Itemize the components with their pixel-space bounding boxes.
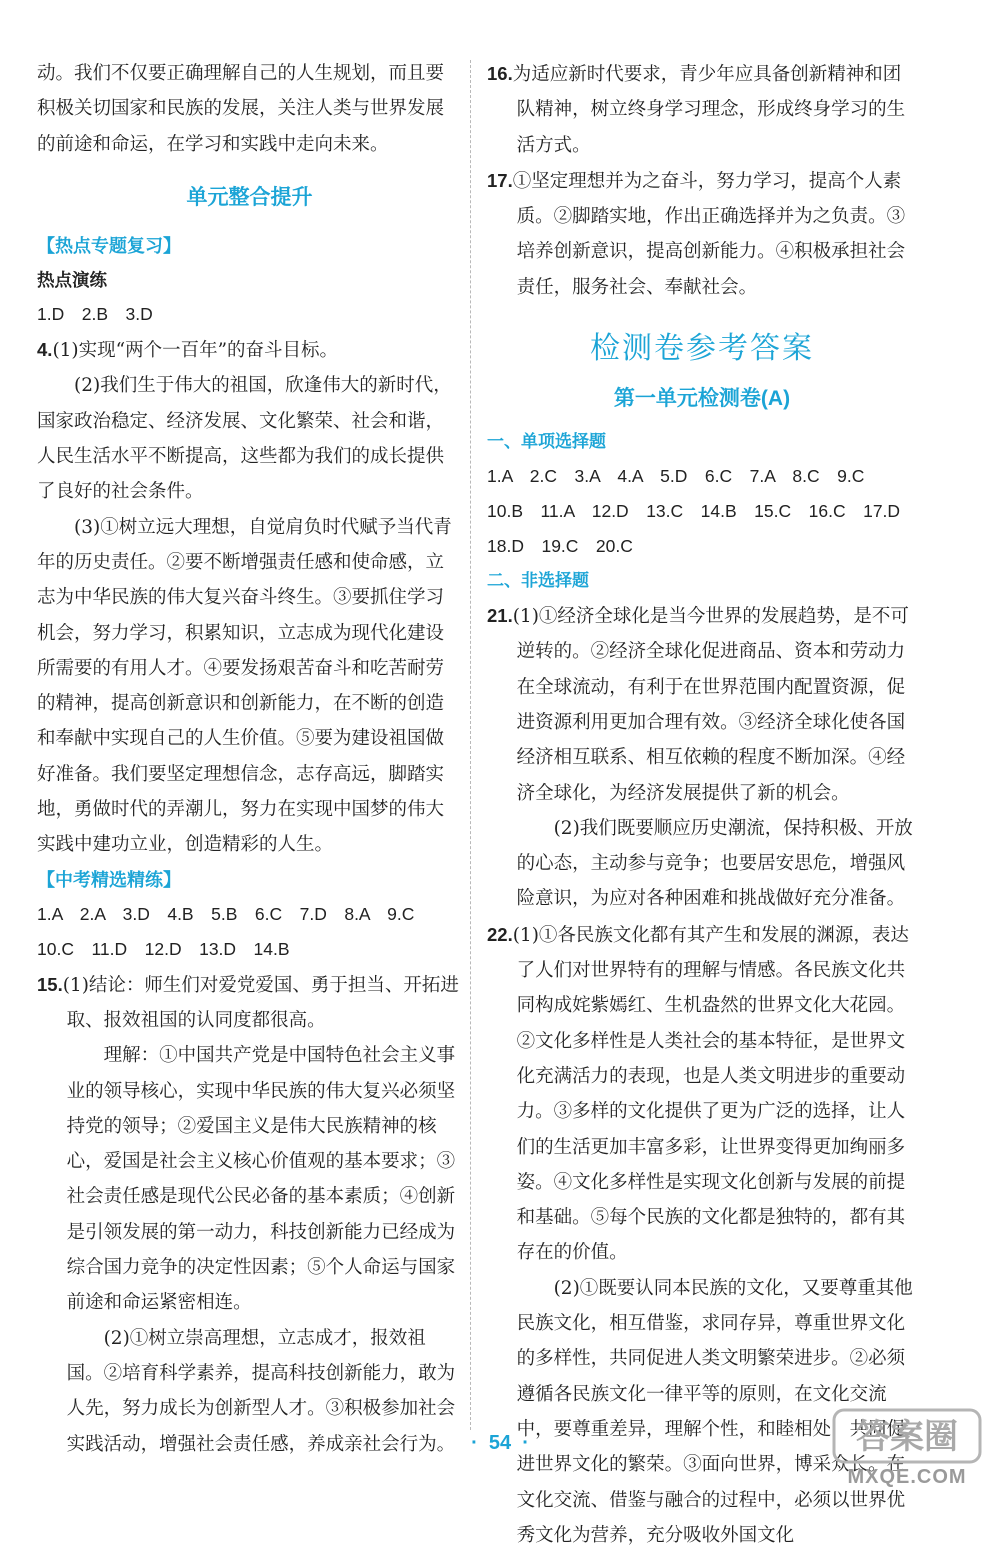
q4-part3: (3)①树立远大理想，自觉肩负时代赋予当代青年的历史责任。②要不断增强责任感和使命感，立志为中华民族的伟大复兴奋斗终生。③要抓住学习机会，努力学习，积累知识，立志成为现代化建设所需要的有用人才。④要发扬艰苦奋斗和吃苦耐劳的精神，提高创新意识和创新能力，在不断的创造和奉献中实现自己的人生价值。⑤要为建设祖国做好准备。我们要坚定理想信念，志存高远，脚踏实地，勇做时代的弄潮儿，努力在实现中国梦的伟大实践中建功立业，创造精彩的人生。 <box>37 516 452 856</box>
non-choice-heading: 二、非选择题 <box>487 571 589 591</box>
mc-answers-row3: 18.D 19.C 20.C <box>487 536 633 557</box>
q22-part1: 22.(1)①各民族文化都有其产生和发展的渊源，表达了人们对世界特有的理解与情感。各民族文化共同构成姹紫嫣红、生机盎然的世界文化大花园。②文化多样性是人类社会的基本特征，是世界文化充满活力的表现，也是人类文明进步的重要动力。③多样的文化提供了更为广泛的选择，让人们的生活更加丰富多彩，让世界变得更加绚丽多姿。④文化多样性是实现文化创新与发展的前提和基础。⑤每个民族的文化都是独特的，都有其存在的价值。 <box>487 923 909 1264</box>
watermark-url: MXQE.COM <box>847 1466 967 1488</box>
hot-practice-heading: 热点演练 <box>37 270 107 291</box>
page-dot-left: · <box>471 1432 489 1454</box>
q15-understanding: 理解：①中国共产党是中国特色社会主义事业的领导核心，实现中华民族的伟大复兴必须坚持党的领导；②爱国主义是伟大民族精神的核心，爱国是社会主义核心价值观的基本要求；③社会责任感是现代公民必备的基本素质；④创新是引领发展的第一动力，科技创新能力已经成为综合国力竞争的决定性因素；⑤个人命运与国家前途和命运紧密相连。 <box>66 1045 456 1314</box>
q4-part2: (2)我们生于伟大的祖国，欣逢伟大的新时代，国家政治稳定、经济发展、文化繁荣、社会和谐，人民生活水平不断提高，这些都为我们的成长提供了良好的社会条件。 <box>37 375 452 503</box>
q22-part2: (2)①既要认同本民族的文化，又要尊重其他民族文化，相互借鉴，求同存异，尊重世界文化的多样性，共同促进人类文明繁荣进步。②必须遵循各民族文化一律平等的原则，在文化交流中，要尊重差异，理解个性，和睦相处，共同促进世界文化的繁荣。③面向世界，博采众长。在文化交流、借鉴与融合的过程中，必须以世界优秀文化为营养，充分吸收外国文化 <box>516 1277 913 1546</box>
q21-part1: 21.(1)①经济全球化是当今世界的发展趋势，是不可逆转的。②经济全球化促进商品、资本和劳动力在全球流动，有利于在世界范围内配置资源，促进资源利用更加合理有效。③经济全球化使各国经济相互联系、相互依赖的程度不断加深。④经济全球化，为经济发展提供了新的机会。 <box>487 605 909 804</box>
exam-answers-row1: 1.A 2.A 3.D 4.B 5.B 6.C 7.D 8.A 9.C <box>37 903 415 924</box>
q15-part2: (2)①树立崇高理想，立志成才，报效祖国。②培育科学素养，提高科技创新能力，敢为人先，努力成长为创新型人才。③积极参加社会实践活动，增强社会责任感，养成亲社会行为。 <box>66 1327 456 1455</box>
q15-number: 15. <box>37 973 63 995</box>
test-answers-title: 检测卷参考答案 <box>590 331 814 367</box>
page-dot-right: · <box>511 1432 529 1454</box>
q21-number: 21. <box>487 605 513 627</box>
left-column <box>37 56 462 1462</box>
exam-practice-heading: 【中考精选精练】 <box>37 869 181 890</box>
single-choice-heading: 一、单项选择题 <box>487 432 606 452</box>
intro-paragraph: 动。我们不仅要正确理解自己的人生规划，而且要积极关切国家和民族的发展，关注人类与世界发展的前途和命运，在学习和实践中走向未来。 <box>37 63 445 155</box>
unit-test-title: 第一单元检测卷(A) <box>613 387 791 411</box>
mc-answers-row2: 10.B 11.A 12.D 13.C 14.B 15.C 16.C 17.D <box>487 501 901 522</box>
q15-part1: 15.(1)结论：师生们对爱党爱国、勇于担当、开拓进取、报效祖国的认同度都很高。 <box>37 973 459 1031</box>
q22-number: 22. <box>487 923 513 945</box>
q16-number: 16. <box>487 63 513 84</box>
hot-answers: 1.D 2.B 3.D <box>37 304 153 325</box>
q16-answer: 16.为适应新时代要求，青少年应具备创新精神和团队精神，树立终身学习理念，形成终身学习的生活方式。 <box>487 63 906 156</box>
right-column <box>487 56 917 1553</box>
q4-part1: 4.(1)实现“两个一百年”的奋斗目标。 <box>37 339 339 362</box>
q17-number: 17. <box>487 169 513 191</box>
mc-answers-row1: 1.A 2.C 3.A 4.A 5.D 6.C 7.A 8.C 9.C <box>487 466 865 487</box>
column-divider <box>470 60 471 1430</box>
hot-topic-heading: 【热点专题复习】 <box>37 236 181 257</box>
q4-number: 4. <box>37 339 53 361</box>
watermark-logo-icon <box>832 1404 982 1468</box>
exam-answers-row2: 10.C 11.D 12.D 13.D 14.B <box>37 938 290 959</box>
watermark <box>832 1404 982 1490</box>
q21-part2: (2)我们既要顺应历史潮流，保持积极、开放的心态，主动参与竞争；也要居安思危，增强风险意识，为应对各种困难和挑战做好充分准备。 <box>516 817 913 910</box>
unit-summary-title: 单元整合提升 <box>186 185 313 209</box>
page-number-value: 54 <box>488 1432 512 1454</box>
svg-text:答案圈: 答案圈 <box>856 1417 958 1457</box>
q17-answer: 17.①坚定理想并为之奋斗，努力学习，提高个人素质。②脚踏实地，作出正确选择并为之负责。③培养创新意识，提高创新能力。④积极承担社会责任，服务社会、奉献社会。 <box>487 169 906 298</box>
